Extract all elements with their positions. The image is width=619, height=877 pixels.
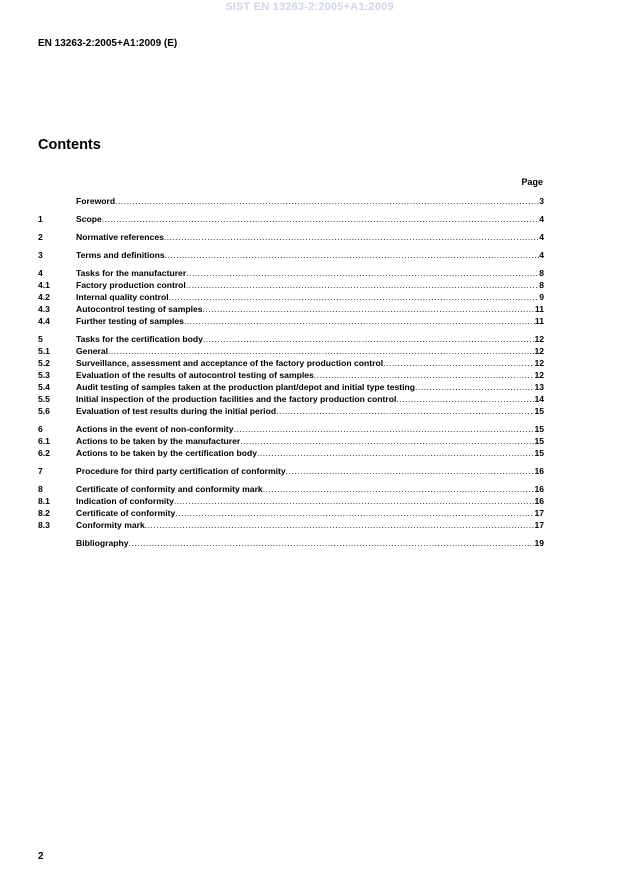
toc-section [38, 231, 544, 243]
toc-entry-page: 8 [539, 268, 544, 278]
toc-entry-page: 15 [534, 406, 544, 416]
toc-entry-title: Factory production control [76, 280, 186, 290]
toc-entry-number: 6.1 [38, 436, 50, 446]
toc-entry-title: Foreword [76, 196, 116, 206]
toc-section [38, 483, 544, 531]
toc-dot-leader [383, 357, 534, 369]
toc-entry-page: 8 [539, 280, 544, 290]
toc-entry-title: Actions to be taken by the manufacturer [76, 436, 241, 446]
toc-dot-leader [186, 267, 539, 279]
toc-entry-number: 6.2 [38, 448, 50, 458]
toc-entry[interactable] [38, 195, 544, 207]
toc-entry-number: 3 [38, 250, 43, 260]
toc-entry-number: 5.5 [38, 394, 50, 404]
toc-entry-page: 12 [534, 370, 544, 380]
toc-entry-page: 4 [539, 232, 544, 242]
toc-entry-number: 4.1 [38, 280, 50, 290]
toc-dot-leader [165, 249, 540, 261]
toc-entry-title: Surveillance, assessment and acceptance of the factory production control [76, 358, 384, 368]
toc-entry-title: Evaluation of the results of autocontrol testing of samples [76, 370, 314, 380]
toc-entry-title: Scope [76, 214, 102, 224]
toc-entry-page: 11 [534, 316, 544, 326]
toc-entry-number: 5 [38, 334, 43, 344]
toc-entry-title: Bibliography [76, 538, 129, 548]
toc-entry-title: Conformity mark [76, 520, 145, 530]
toc-entry-number: 8.3 [38, 520, 50, 530]
toc-entry[interactable] [38, 405, 544, 417]
toc-entry-number: 4.2 [38, 292, 50, 302]
toc-entry[interactable] [38, 507, 544, 519]
contents-heading: Contents [38, 137, 101, 153]
toc-dot-leader [203, 303, 535, 315]
toc-dot-leader [234, 423, 535, 435]
toc-entry-page: 17 [534, 508, 544, 518]
toc-entry[interactable] [38, 291, 544, 303]
toc-entry-title: Actions to be taken by the certification body [76, 448, 257, 458]
document-id: EN 13263-2:2005+A1:2009 (E) [38, 38, 178, 49]
toc-entry-title: Initial inspection of the production facilities and the factory production control [76, 394, 397, 404]
toc-dot-leader [174, 495, 535, 507]
toc-entry-title: Indication of conformity [76, 496, 174, 506]
toc-dot-leader [276, 405, 534, 417]
toc-entry-page: 14 [534, 394, 544, 404]
toc-entry-title: Procedure for third party certification of conformity [76, 466, 286, 476]
toc-entry-title: General [76, 346, 109, 356]
toc-entry[interactable] [38, 303, 544, 315]
toc-entry[interactable] [38, 345, 544, 357]
toc-entry[interactable] [38, 249, 544, 261]
toc-dot-leader [108, 345, 534, 357]
toc-dot-leader [263, 483, 535, 495]
toc-entry[interactable] [38, 393, 544, 405]
toc-section [38, 249, 544, 261]
toc-entry[interactable] [38, 381, 544, 393]
toc-dot-leader [184, 315, 535, 327]
toc-entry[interactable] [38, 435, 544, 447]
toc-entry[interactable] [38, 495, 544, 507]
toc-entry[interactable] [38, 213, 544, 225]
toc-entry[interactable] [38, 483, 544, 495]
toc-entry[interactable] [38, 423, 544, 435]
toc-entry-number: 6 [38, 424, 43, 434]
toc-entry[interactable] [38, 357, 544, 369]
toc-dot-leader [203, 333, 535, 345]
toc-entry-number: 4.3 [38, 304, 50, 314]
toc-dot-leader [102, 213, 539, 225]
toc-dot-leader [186, 279, 539, 291]
toc-entry-page: 15 [534, 424, 544, 434]
toc-section [38, 267, 544, 327]
toc-entry[interactable] [38, 447, 544, 459]
toc-section [38, 537, 544, 549]
toc-section [38, 465, 544, 477]
toc-entry[interactable] [38, 519, 544, 531]
toc-entry-page: 16 [534, 496, 544, 506]
toc-entry-page: 16 [534, 466, 544, 476]
toc-entry-title: Evaluation of test results during the initial period [76, 406, 277, 416]
toc-section [38, 195, 544, 207]
toc-dot-leader [115, 195, 539, 207]
toc-entry[interactable] [38, 465, 544, 477]
toc-dot-leader [175, 507, 534, 519]
toc-dot-leader [169, 291, 540, 303]
toc-entry-title: Further testing of samples [76, 316, 184, 326]
toc-entry-title: Tasks for the certification body [76, 334, 203, 344]
toc-entry-title: Internal quality control [76, 292, 169, 302]
toc-entry-page: 12 [534, 346, 544, 356]
toc-entry-page: 11 [534, 304, 544, 314]
toc-entry-title: Certificate of conformity and conformity mark [76, 484, 263, 494]
toc-entry-number: 4.4 [38, 316, 50, 326]
toc-entry-number: 8.2 [38, 508, 50, 518]
toc-section [38, 213, 544, 225]
toc-entry-number: 7 [38, 466, 43, 476]
toc-dot-leader [164, 231, 539, 243]
toc-entry-title: Audit testing of samples taken at the production plant/depot and initial type testing [76, 382, 415, 392]
toc-entry-number: 4 [38, 268, 43, 278]
toc-entry-page: 17 [534, 520, 544, 530]
toc-entry-page: 12 [534, 334, 544, 344]
toc-entry-page: 12 [534, 358, 544, 368]
toc-entry-number: 5.1 [38, 346, 50, 356]
toc-entry-title: Terms and definitions [76, 250, 165, 260]
toc-entry[interactable] [38, 369, 544, 381]
toc-entry[interactable] [38, 333, 544, 345]
toc-entry-number: 8.1 [38, 496, 50, 506]
toc-entry-title: Certificate of conformity [76, 508, 176, 518]
toc-entry-page: 4 [539, 214, 544, 224]
toc-entry-page: 4 [539, 250, 544, 260]
toc-dot-leader [129, 537, 535, 549]
toc-entry-page: 13 [534, 382, 544, 392]
toc-dot-leader [396, 393, 534, 405]
toc-entry[interactable] [38, 267, 544, 279]
toc-entry-number: 5.4 [38, 382, 50, 392]
toc-entry[interactable] [38, 279, 544, 291]
watermark: SIST EN 13263-2:2005+A1:2009 [225, 1, 394, 13]
toc-entry-title: Tasks for the manufacturer [76, 268, 187, 278]
toc-entry-title: Normative references [76, 232, 164, 242]
toc-entry-page: 16 [534, 484, 544, 494]
toc-entry-page: 15 [534, 436, 544, 446]
toc-section [38, 423, 544, 459]
toc-entry-title: Actions in the event of non-conformity [76, 424, 234, 434]
toc-dot-leader [240, 435, 534, 447]
toc-entry-title: Autocontrol testing of samples [76, 304, 203, 314]
toc-dot-leader [257, 447, 534, 459]
toc-entry-number: 2 [38, 232, 43, 242]
toc-entry[interactable] [38, 537, 544, 549]
toc-dot-leader [286, 465, 535, 477]
toc-entry-number: 5.3 [38, 370, 50, 380]
toc-entry-page: 3 [539, 196, 544, 206]
toc-entry[interactable] [38, 315, 544, 327]
page-column-label: Page [521, 177, 543, 187]
toc-dot-leader [145, 519, 535, 531]
toc-entry-page: 9 [539, 292, 544, 302]
toc-entry-number: 1 [38, 214, 43, 224]
toc-entry-page: 19 [534, 538, 544, 548]
page-number: 2 [38, 851, 44, 862]
toc-entry-number: 5.6 [38, 406, 50, 416]
toc-entry-page: 15 [534, 448, 544, 458]
toc-dot-leader [415, 381, 534, 393]
toc-entry[interactable] [38, 231, 544, 243]
toc-section [38, 333, 544, 417]
toc-entry-number: 5.2 [38, 358, 50, 368]
toc-dot-leader [314, 369, 535, 381]
table-of-contents [38, 195, 544, 555]
toc-entry-number: 8 [38, 484, 43, 494]
